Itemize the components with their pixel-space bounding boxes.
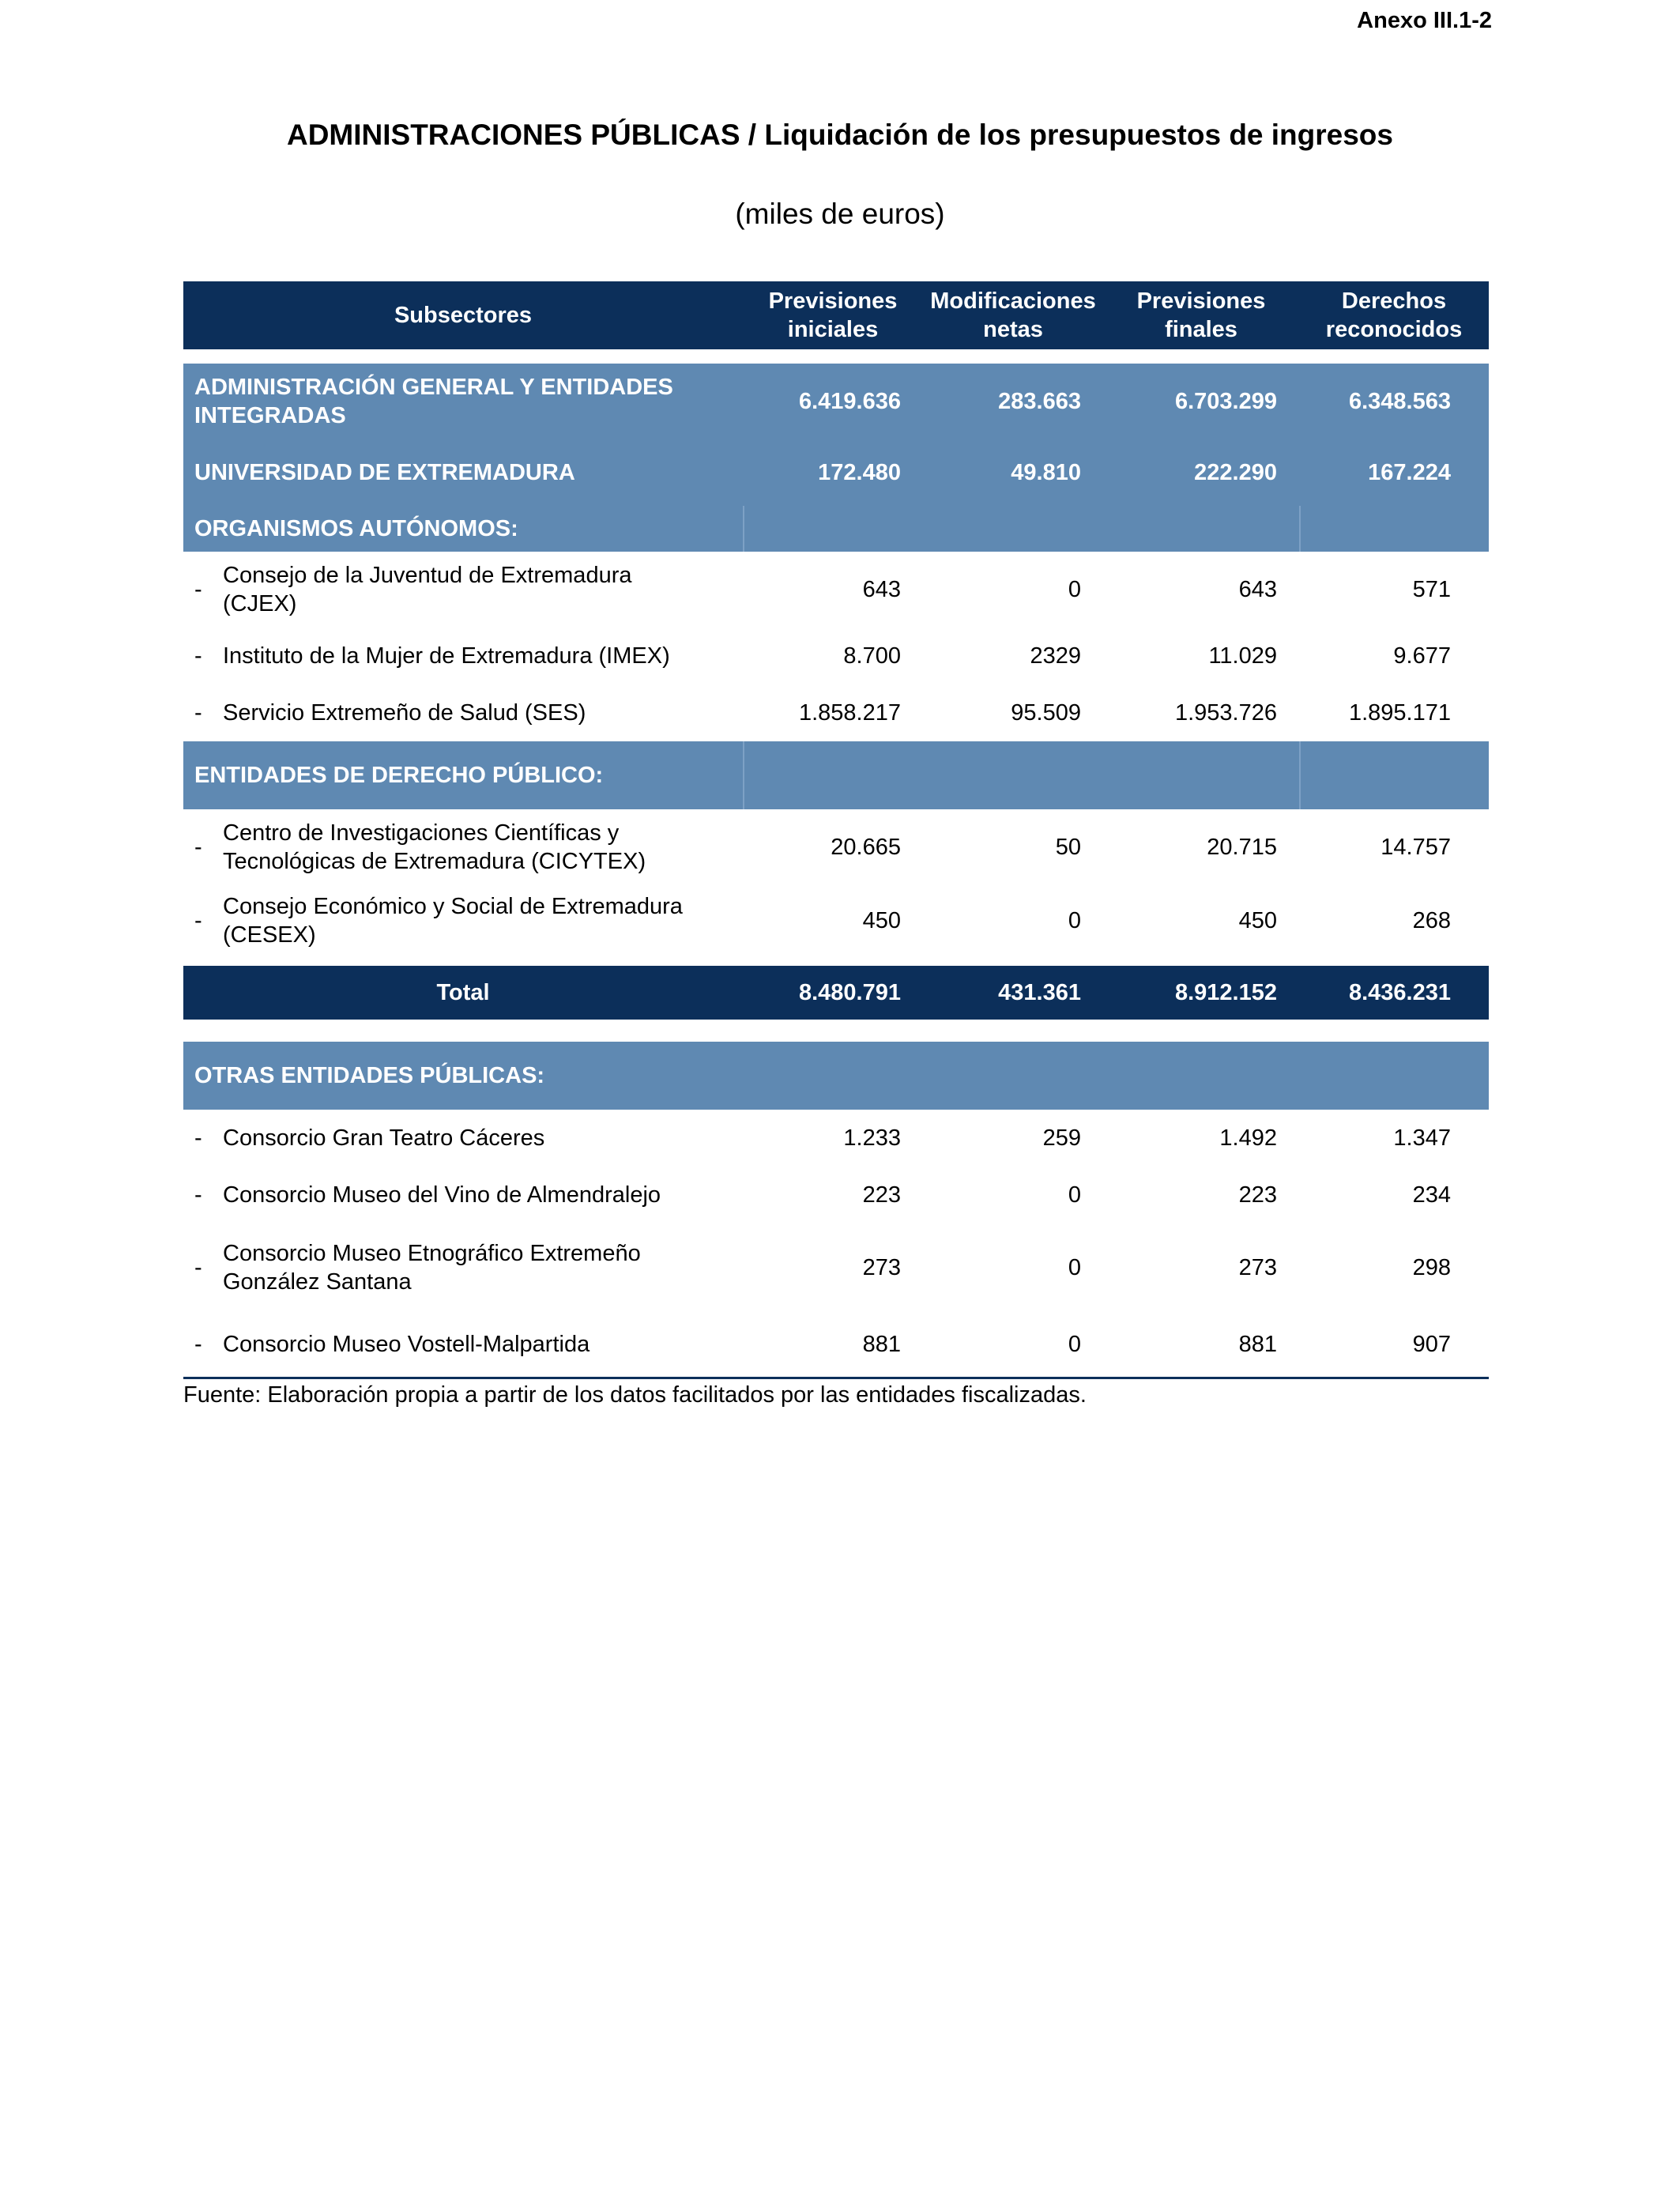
table-header	[183, 281, 1489, 349]
cell-previsiones-iniciales: 20.665	[831, 834, 901, 860]
cell-previsiones-finales: 222.290	[1194, 459, 1277, 485]
row-label: Total	[436, 979, 490, 1005]
bullet-dash: -	[194, 834, 202, 860]
section-fill	[1299, 506, 1489, 552]
cell-derechos: 1.895.171	[1348, 699, 1451, 726]
table-row-cjex	[183, 552, 1489, 628]
section-fill	[1103, 506, 1299, 552]
cell-previsiones-finales: 450	[1238, 907, 1277, 933]
cell-modificaciones: 50	[1055, 834, 1081, 860]
bullet-dash: -	[194, 643, 202, 669]
bullet-dash: -	[194, 1125, 202, 1151]
cell-previsiones-iniciales: 643	[862, 576, 901, 602]
section-fill	[1299, 741, 1489, 809]
header-modificaciones-netas: Modificaciones netas	[930, 288, 1096, 342]
cell-modificaciones: 0	[1068, 576, 1081, 602]
header-derechos-reconocidos: Derechos reconocidos	[1325, 288, 1463, 342]
table-row-cesex	[183, 885, 1489, 956]
table-row-uex	[183, 439, 1489, 506]
header-subsectores: Subsectores	[394, 303, 533, 328]
section-label: OTRAS ENTIDADES PÚBLICAS:	[194, 1062, 545, 1088]
annex-label: Anexo III.1-2	[1357, 8, 1492, 33]
bullet-dash: -	[194, 699, 202, 726]
row-label: - Instituto de la Mujer de Extremadura (IMEX)	[194, 643, 670, 669]
cell-modificaciones: 259	[1042, 1125, 1081, 1151]
table-row-etnografico	[183, 1223, 1489, 1312]
cell-previsiones-iniciales: 8.480.791	[798, 979, 901, 1005]
table-row-imex	[183, 628, 1489, 684]
cell-modificaciones: 0	[1068, 1331, 1081, 1357]
budget-table	[183, 281, 1489, 1408]
header-previsiones-iniciales: Previsiones iniciales	[768, 288, 898, 342]
cell-previsiones-finales: 11.029	[1208, 643, 1277, 669]
cell-derechos: 907	[1412, 1331, 1451, 1357]
table-row-vino	[183, 1167, 1489, 1223]
cell-previsiones-iniciales: 1.858.217	[798, 699, 901, 726]
section-fill	[923, 506, 1103, 552]
cell-modificaciones: 49.810	[1011, 459, 1081, 485]
section-label: ENTIDADES DE DERECHO PÚBLICO:	[183, 741, 743, 809]
table-row-ses	[183, 684, 1489, 741]
row-label: ADMINISTRACIÓN GENERAL Y ENTIDADES INTEGRADAS	[194, 375, 673, 428]
cell-derechos: 167.224	[1368, 459, 1451, 485]
bullet-dash: -	[194, 1331, 202, 1357]
cell-derechos: 571	[1412, 576, 1451, 602]
cell-previsiones-iniciales: 172.480	[818, 459, 901, 485]
cell-previsiones-finales: 20.715	[1207, 834, 1277, 860]
bullet-dash: -	[194, 1254, 202, 1280]
row-label: - Consejo Económico y Social de Extremadura (CESEX)	[194, 894, 683, 948]
row-label: - Consorcio Gran Teatro Cáceres	[194, 1125, 545, 1151]
cell-derechos: 234	[1412, 1182, 1451, 1208]
cell-derechos: 8.436.231	[1348, 979, 1451, 1005]
cell-previsiones-finales: 8.912.152	[1174, 979, 1277, 1005]
cell-previsiones-iniciales: 8.700	[843, 643, 901, 669]
spacer	[183, 956, 1489, 966]
bullet-dash: -	[194, 907, 202, 933]
table-row-vostell	[183, 1312, 1489, 1377]
row-label: UNIVERSIDAD DE EXTREMADURA	[194, 459, 575, 485]
cell-modificaciones: 283.663	[998, 389, 1081, 414]
cell-previsiones-iniciales: 1.233	[843, 1125, 901, 1151]
row-label: - Centro de Investigaciones Científicas y Tecnológicas de Extremadura (CICYTEX)	[194, 820, 646, 874]
cell-previsiones-finales: 273	[1238, 1254, 1277, 1280]
cell-derechos: 14.757	[1381, 834, 1451, 860]
page-subtitle: (miles de euros)	[735, 198, 945, 230]
cell-derechos: 268	[1412, 907, 1451, 933]
cell-previsiones-finales: 881	[1238, 1331, 1277, 1357]
cell-previsiones-finales: 223	[1238, 1182, 1277, 1208]
section-fill	[743, 506, 923, 552]
cell-modificaciones: 0	[1068, 907, 1081, 933]
cell-previsiones-iniciales: 273	[862, 1254, 901, 1280]
row-label: - Consejo de la Juventud de Extremadura (CJEX)	[194, 563, 632, 616]
cell-modificaciones: 0	[1068, 1254, 1081, 1280]
spacer	[183, 349, 1489, 364]
page-title: ADMINISTRACIONES PÚBLICAS / Liquidación de los presupuestos de ingresos	[286, 119, 1393, 151]
cell-previsiones-finales: 6.703.299	[1174, 389, 1277, 414]
cell-modificaciones: 95.509	[1011, 699, 1081, 726]
table-row-teatro	[183, 1110, 1489, 1167]
cell-previsiones-finales: 1.953.726	[1174, 699, 1277, 726]
cell-previsiones-iniciales: 881	[862, 1331, 901, 1357]
cell-previsiones-iniciales: 223	[862, 1182, 901, 1208]
section-label: ORGANISMOS AUTÓNOMOS:	[183, 506, 743, 552]
cell-derechos: 298	[1412, 1254, 1451, 1280]
table-row-age	[183, 364, 1489, 439]
row-label: - Consorcio Museo del Vino de Almendralejo	[194, 1182, 661, 1208]
row-label: - Consorcio Museo Etnográfico Extremeño González Santana	[194, 1241, 641, 1295]
cell-previsiones-finales: 643	[1238, 576, 1277, 602]
spacer	[183, 1020, 1489, 1042]
row-label: - Consorcio Museo Vostell-Malpartida	[194, 1331, 590, 1357]
header-previsiones-finales: Previsiones finales	[1136, 288, 1266, 342]
table-bottom-rule	[183, 1377, 1489, 1379]
section-header-entidades-derecho-publico	[183, 741, 1489, 809]
cell-modificaciones: 0	[1068, 1182, 1081, 1208]
cell-modificaciones: 431.361	[998, 979, 1081, 1005]
cell-derechos: 6.348.563	[1348, 389, 1451, 414]
bullet-dash: -	[194, 576, 202, 602]
cell-derechos: 1.347	[1393, 1125, 1451, 1151]
source-note: Fuente: Elaboración propia a partir de los datos facilitados por las entidades fiscalizadas.	[183, 1382, 1087, 1408]
cell-previsiones-iniciales: 6.419.636	[798, 389, 901, 414]
table-row-cicytex	[183, 809, 1489, 885]
section-fill	[1103, 741, 1299, 809]
section-header-otras-entidades	[183, 1042, 1489, 1110]
section-header-organismos	[183, 506, 1489, 552]
cell-previsiones-finales: 1.492	[1219, 1125, 1277, 1151]
section-fill	[923, 741, 1103, 809]
row-label: - Servicio Extremeño de Salud (SES)	[194, 699, 586, 726]
table-row-total	[183, 966, 1489, 1020]
bullet-dash: -	[194, 1182, 202, 1208]
cell-modificaciones: 2329	[1030, 643, 1081, 669]
cell-previsiones-iniciales: 450	[862, 907, 901, 933]
section-fill	[743, 741, 923, 809]
cell-derechos: 9.677	[1393, 643, 1451, 669]
